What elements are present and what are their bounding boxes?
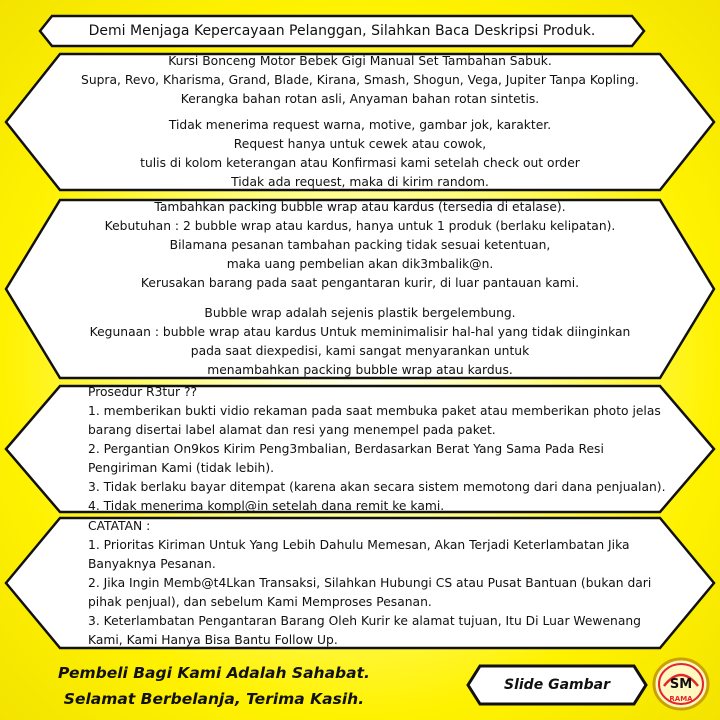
box4-line: 2. Jika Ingin Memb@t4Lkan Transaksi, Silahkan Hubungi CS atau Pusat Bantuan (bukan dari: [88, 575, 652, 590]
logo-text: RAMA: [669, 695, 693, 703]
box3-line: 2. Pergantian On9kos Kirim Peng3mbalian, Berdasarkan Berat Yang Sama Pada Resi: [88, 441, 604, 456]
box4-line: 1. Prioritas Kiriman Untuk Yang Lebih Dahulu Memesan, Akan Terjadi Keterlambatan Jika: [88, 537, 630, 552]
box1-line: Tidak ada request, maka di kirim random.: [231, 175, 489, 189]
box1-line: Kursi Bonceng Motor Bebek Gigi Manual Set Tambahan Sabuk.: [168, 54, 552, 68]
box2-line: Kerusakan barang pada saat pengantaran kurir, di luar pantauan kami.: [140, 276, 580, 290]
box1-line: Tidak menerima request warna, motive, gambar jok, karakter.: [168, 118, 552, 132]
header-text: Demi Menjaga Kepercayaan Pelanggan, Silahkan Baca Deskripsi Produk.: [88, 23, 596, 39]
box3-line: Prosedur R3tur ??: [88, 384, 198, 399]
box2-line: pada saat diexpedisi, kami sangat menyarankan untuk: [190, 344, 530, 358]
footer-message: [58, 660, 370, 712]
box3-line: 1. memberikan bukti vidio rekaman pada saat membuka paket atau memberikan photo jelas: [88, 403, 661, 418]
footer-line-2: Selamat Berbelanja, Terima Kasih.: [63, 690, 365, 708]
notes-box: [4, 516, 716, 650]
footer-line-1: Pembeli Bagi Kami Adalah Sahabat.: [58, 664, 370, 682]
box1-line: Kerangka bahan rotan asli, Anyaman bahan rotan sintetis.: [180, 92, 540, 106]
box3-line: 4. Tidak menerima kompl@in setelah dana remit ke kami.: [88, 498, 445, 513]
box3-line: barang disertai label alamat dan resi yang menempel pada paket.: [88, 422, 496, 437]
slide-gambar-button[interactable]: [466, 663, 648, 707]
box4-line: 3. Keterlambatan Pengantaran Barang Oleh Kurir ke alamat tujuan, Itu Di Luar Wewenang: [88, 613, 641, 628]
rama-logo-icon: [650, 656, 712, 712]
box2-line: Tambahkan packing bubble wrap atau kardus (tersedia di etalase).: [154, 200, 566, 214]
product-description-box: [4, 52, 716, 192]
box2-line: menambahkan packing bubble wrap atau kardus.: [207, 363, 513, 377]
box1-line: Supra, Revo, Kharisma, Grand, Blade, Kirana, Smash, Shogun, Vega, Jupiter Tanpa Kopling.: [81, 73, 639, 87]
box3-line: Pengiriman Kami (tidak lebih).: [88, 460, 275, 475]
box4-line: pihak penjual), dan sebelum Kami Memproses Pesanan.: [88, 594, 432, 609]
box4-line: Banyaknya Pesanan.: [88, 556, 216, 571]
return-procedure-box: [4, 384, 716, 514]
box3-line: 3. Tidak berlaku bayar ditempat (karena akan secara sistem memotong dari dana penjualan).: [88, 479, 666, 494]
box1-line: tulis di kolom keterangan atau Konfirmasi kami setelah check out order: [140, 156, 580, 170]
header-banner: [38, 14, 646, 48]
rama-logo: [650, 656, 712, 712]
box4-line: Kami, Kami Hanya Bisa Bantu Follow Up.: [88, 632, 338, 647]
box2-line: Bilamana pesanan tambahan packing tidak sesuai ketentuan,: [169, 238, 551, 252]
packing-info-box: [4, 198, 716, 380]
box4-line: CATATAN :: [88, 518, 151, 533]
box1-line: Request hanya untuk cewek atau cowok,: [233, 137, 487, 151]
box2-line: Kebutuhan : 2 bubble wrap atau kardus, hanya untuk 1 produk (berlaku kelipatan).: [104, 219, 616, 233]
slide-gambar-label: Slide Gambar: [504, 677, 610, 693]
box2-line: Bubble wrap adalah sejenis plastik bergelembung.: [204, 306, 516, 320]
box2-line: Kegunaan : bubble wrap atau kardus Untuk meminimalisir hal-hal yang tidak diinginkan: [89, 325, 631, 339]
logo-mark: SM: [669, 677, 693, 692]
box2-line: maka uang pembelian akan dik3mbalik@n.: [226, 257, 494, 271]
